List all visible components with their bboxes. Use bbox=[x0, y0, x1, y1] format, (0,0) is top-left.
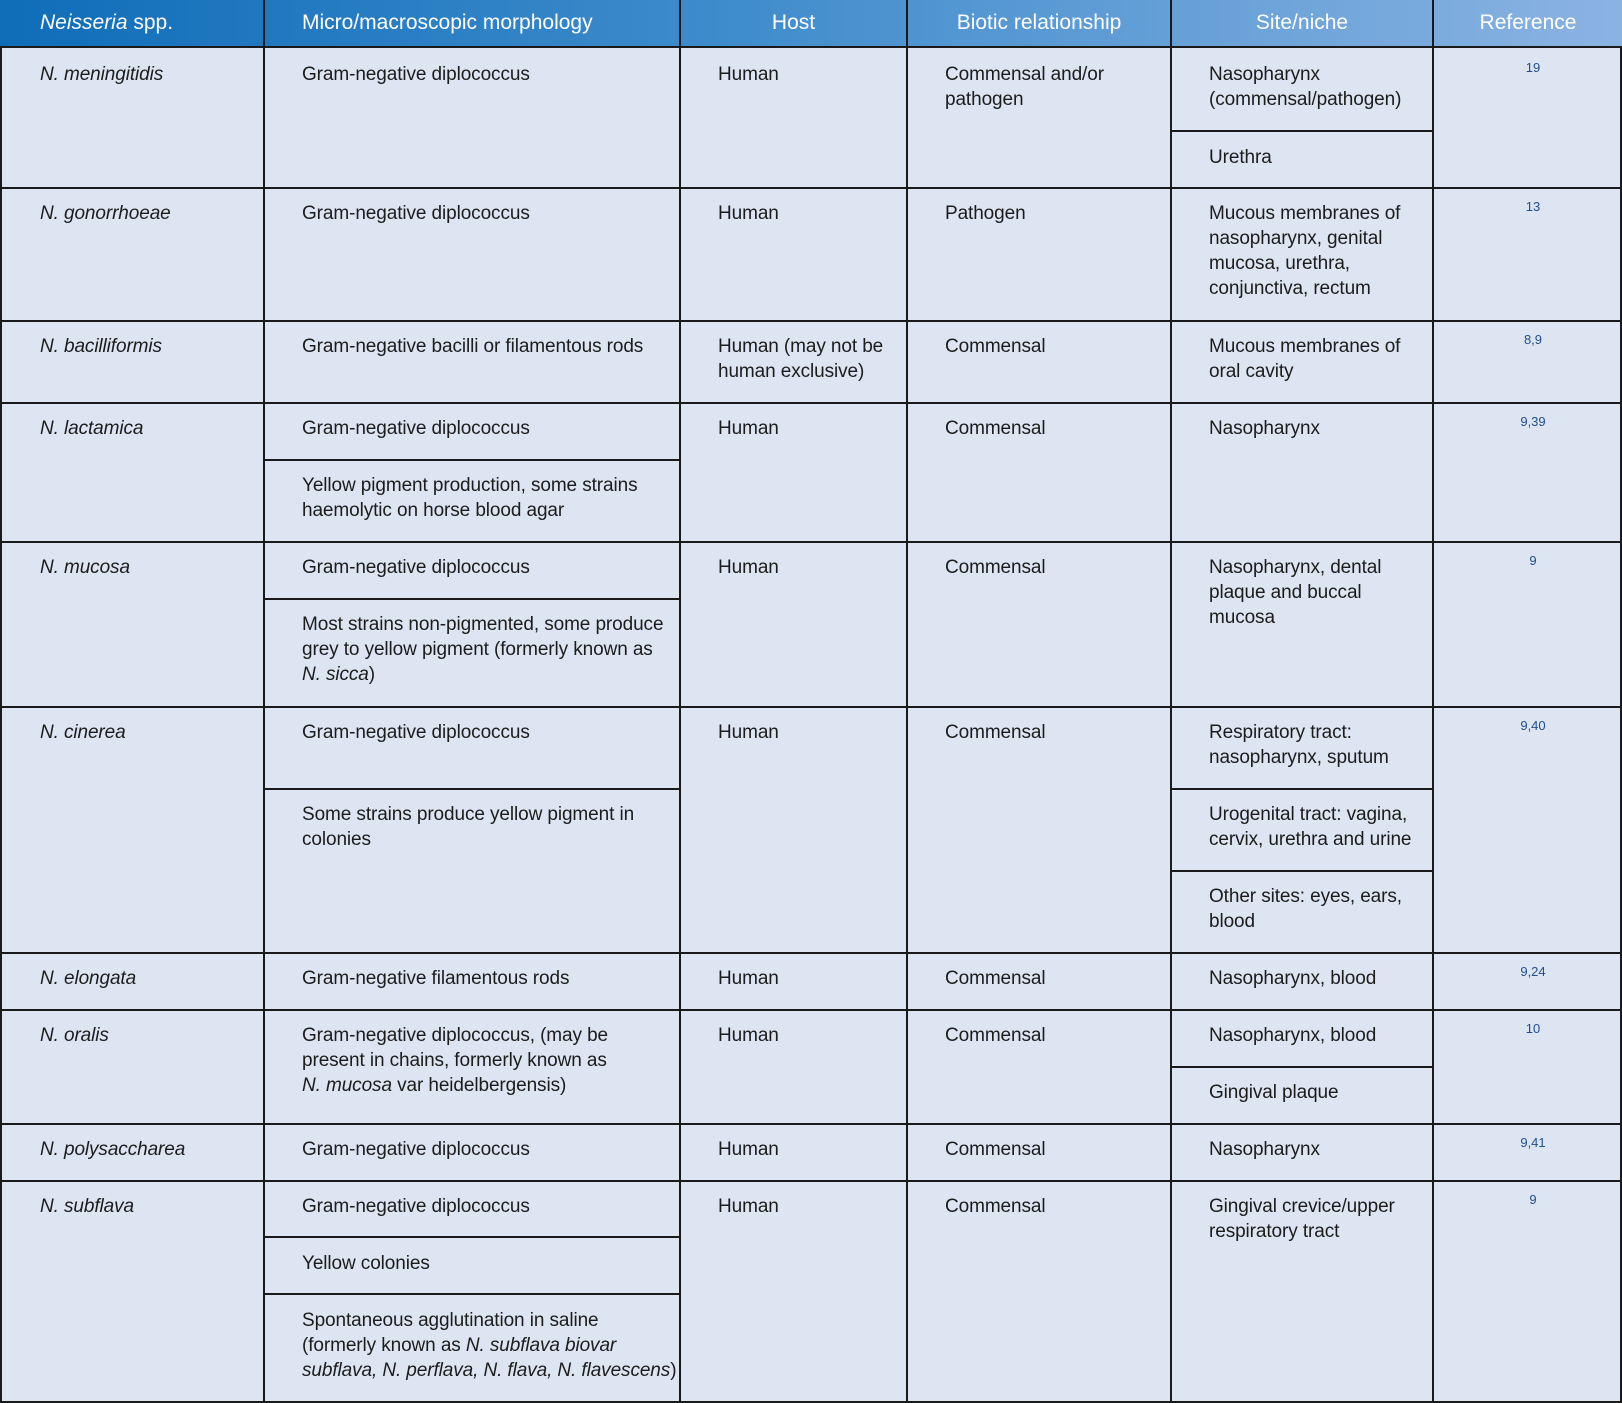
site-text: Nasopharynx bbox=[1209, 418, 1320, 439]
morphology-line: present in chains, formerly known as bbox=[302, 1050, 607, 1071]
morphology-text: Gram-negative diplococcus bbox=[302, 722, 530, 743]
host-text: Human bbox=[718, 1196, 779, 1217]
morphology-line: ) bbox=[368, 664, 376, 685]
sub-divider bbox=[263, 788, 681, 790]
morphology-text: Gram-negative diplococcus bbox=[302, 1139, 530, 1160]
header-species-suffix: spp. bbox=[127, 11, 174, 34]
site-text: Other sites: eyes, ears, blood bbox=[1209, 886, 1402, 932]
reference-number: 9,24 bbox=[1520, 964, 1546, 979]
reference-number: 13 bbox=[1525, 199, 1541, 214]
morphology-text: Gram-negative diplococcus bbox=[302, 64, 530, 85]
reference-number: 8,9 bbox=[1523, 332, 1543, 347]
col-divider bbox=[1170, 48, 1172, 1403]
header-host: Host bbox=[681, 0, 908, 48]
relationship-text: Pathogen bbox=[945, 203, 1026, 224]
host-text: Human bbox=[718, 968, 779, 989]
sub-divider bbox=[263, 1236, 681, 1238]
site-text: Respiratory tract: nasopharynx, sputum bbox=[1209, 722, 1389, 768]
species-name: N. gonorrhoeae bbox=[40, 203, 171, 224]
border-left bbox=[0, 48, 2, 1403]
relationship-text: Commensal bbox=[945, 722, 1046, 743]
site-text: Nasopharynx, blood bbox=[1209, 1025, 1377, 1046]
relationship-text: Commensal bbox=[945, 968, 1046, 989]
morphology-line: var heidelbergensis) bbox=[391, 1075, 567, 1096]
morphology-text bbox=[302, 1023, 608, 1098]
site-text: Urogenital tract: vagina, cervix, urethra and urine bbox=[1209, 804, 1412, 850]
row-divider bbox=[0, 402, 1622, 404]
species-name: N. bacilliformis bbox=[40, 336, 162, 357]
host-text: Human bbox=[718, 418, 779, 439]
host-text: Human bbox=[718, 64, 779, 85]
reference-number: 10 bbox=[1525, 1021, 1541, 1036]
relationship-text: Commensal bbox=[945, 336, 1046, 357]
site-text: Gingival plaque bbox=[1209, 1082, 1339, 1103]
species-name: N. cinerea bbox=[40, 722, 126, 743]
morphology-text: Gram-negative diplococcus bbox=[302, 1196, 530, 1217]
morphology-line: grey to yellow pigment (formerly known as bbox=[302, 639, 653, 660]
site-text: Nasopharynx, dental plaque and buccal mucosa bbox=[1209, 557, 1382, 628]
reference-number: 9,40 bbox=[1520, 718, 1546, 733]
morphology-italic: N. subflava biovar bbox=[465, 1335, 617, 1356]
species-name: N. meningitidis bbox=[40, 64, 164, 85]
species-name: N. polysaccharea bbox=[40, 1139, 186, 1160]
site-text: Gingival crevice/upper respiratory tract bbox=[1209, 1196, 1395, 1242]
relationship-text: Commensal bbox=[945, 1196, 1046, 1217]
site-text: Urethra bbox=[1209, 147, 1272, 168]
sub-divider bbox=[1170, 130, 1434, 132]
col-divider bbox=[679, 48, 681, 1403]
host-text: Human bbox=[718, 203, 779, 224]
host-text: Human bbox=[718, 557, 779, 578]
relationship-text: Commensal bbox=[945, 1025, 1046, 1046]
header-site: Site/niche bbox=[1172, 0, 1434, 48]
morphology-italic: N. mucosa bbox=[302, 1075, 392, 1096]
row-divider bbox=[0, 952, 1622, 954]
site-text: Nasopharynx (commensal/pathogen) bbox=[1209, 64, 1402, 110]
row-divider bbox=[0, 1180, 1622, 1182]
host-text: Human bbox=[718, 1025, 779, 1046]
morphology-line: ) bbox=[670, 1360, 677, 1381]
morphology-text: Yellow colonies bbox=[302, 1253, 430, 1274]
relationship-text: Commensal and/or pathogen bbox=[945, 64, 1104, 110]
col-divider bbox=[906, 48, 908, 1403]
morphology-text: Gram-negative diplococcus bbox=[302, 203, 530, 224]
morphology-italic: N. sicca bbox=[302, 664, 369, 685]
species-name: N. elongata bbox=[40, 968, 137, 989]
morphology-line: Spontaneous agglutination in saline bbox=[302, 1310, 599, 1331]
row-divider bbox=[0, 706, 1622, 708]
morphology-text: Gram-negative diplococcus bbox=[302, 418, 530, 439]
reference-number: 9,41 bbox=[1520, 1135, 1546, 1150]
row-divider bbox=[0, 1123, 1622, 1125]
header-species bbox=[0, 0, 265, 48]
sub-divider bbox=[263, 598, 681, 600]
morphology-text bbox=[302, 1308, 676, 1383]
morphology-italic: subflava, N. perflava, N. flava, N. flavescens bbox=[302, 1360, 671, 1381]
species-name: N. oralis bbox=[40, 1025, 109, 1046]
reference-number: 19 bbox=[1525, 60, 1541, 75]
header-morphology: Micro/macroscopic morphology bbox=[265, 0, 681, 48]
morphology-text: Gram-negative bacilli or filamentous rods bbox=[302, 336, 644, 357]
morphology-text: Yellow pigment production, some strains haemolytic on horse blood agar bbox=[302, 475, 638, 521]
relationship-text: Commensal bbox=[945, 1139, 1046, 1160]
reference-number: 9 bbox=[1529, 1192, 1537, 1207]
site-text: Nasopharynx, blood bbox=[1209, 968, 1377, 989]
site-text: Nasopharynx bbox=[1209, 1139, 1320, 1160]
morphology-line: (formerly known as bbox=[302, 1335, 466, 1356]
row-divider bbox=[0, 187, 1622, 189]
sub-divider bbox=[1170, 788, 1434, 790]
morphology-line: Most strains non-pigmented, some produce bbox=[302, 614, 664, 635]
col-divider bbox=[1432, 48, 1434, 1403]
reference-number: 9 bbox=[1529, 553, 1537, 568]
species-name: N. subflava bbox=[40, 1196, 134, 1217]
morphology-line: Gram-negative diplococcus, (may be bbox=[302, 1025, 609, 1046]
reference-number: 9,39 bbox=[1520, 414, 1546, 429]
relationship-text: Commensal bbox=[945, 418, 1046, 439]
species-name: N. lactamica bbox=[40, 418, 144, 439]
sub-divider bbox=[1170, 870, 1434, 872]
row-divider bbox=[0, 320, 1622, 322]
header-reference: Reference bbox=[1434, 0, 1622, 48]
morphology-text: Gram-negative filamentous rods bbox=[302, 968, 570, 989]
sub-divider bbox=[263, 1293, 681, 1295]
header-relationship: Biotic relationship bbox=[908, 0, 1172, 48]
host-text: Human bbox=[718, 722, 779, 743]
row-divider bbox=[0, 1009, 1622, 1011]
host-text: Human bbox=[718, 1139, 779, 1160]
relationship-text: Commensal bbox=[945, 557, 1046, 578]
sub-divider bbox=[263, 459, 681, 461]
morphology-text: Gram-negative diplococcus bbox=[302, 557, 530, 578]
site-text: Mucous membranes of oral cavity bbox=[1209, 336, 1401, 382]
host-text: Human (may not be human exclusive) bbox=[718, 336, 884, 382]
header-species-italic: Neisseria bbox=[40, 11, 128, 34]
morphology-text: Some strains produce yellow pigment in colonies bbox=[302, 804, 635, 850]
col-divider bbox=[263, 48, 265, 1403]
row-divider bbox=[0, 541, 1622, 543]
sub-divider bbox=[1170, 1066, 1434, 1068]
species-name: N. mucosa bbox=[40, 557, 130, 578]
morphology-text bbox=[302, 612, 663, 687]
site-text: Mucous membranes of nasopharynx, genital mucosa, urethra, conjunctiva, rectum bbox=[1209, 203, 1401, 299]
